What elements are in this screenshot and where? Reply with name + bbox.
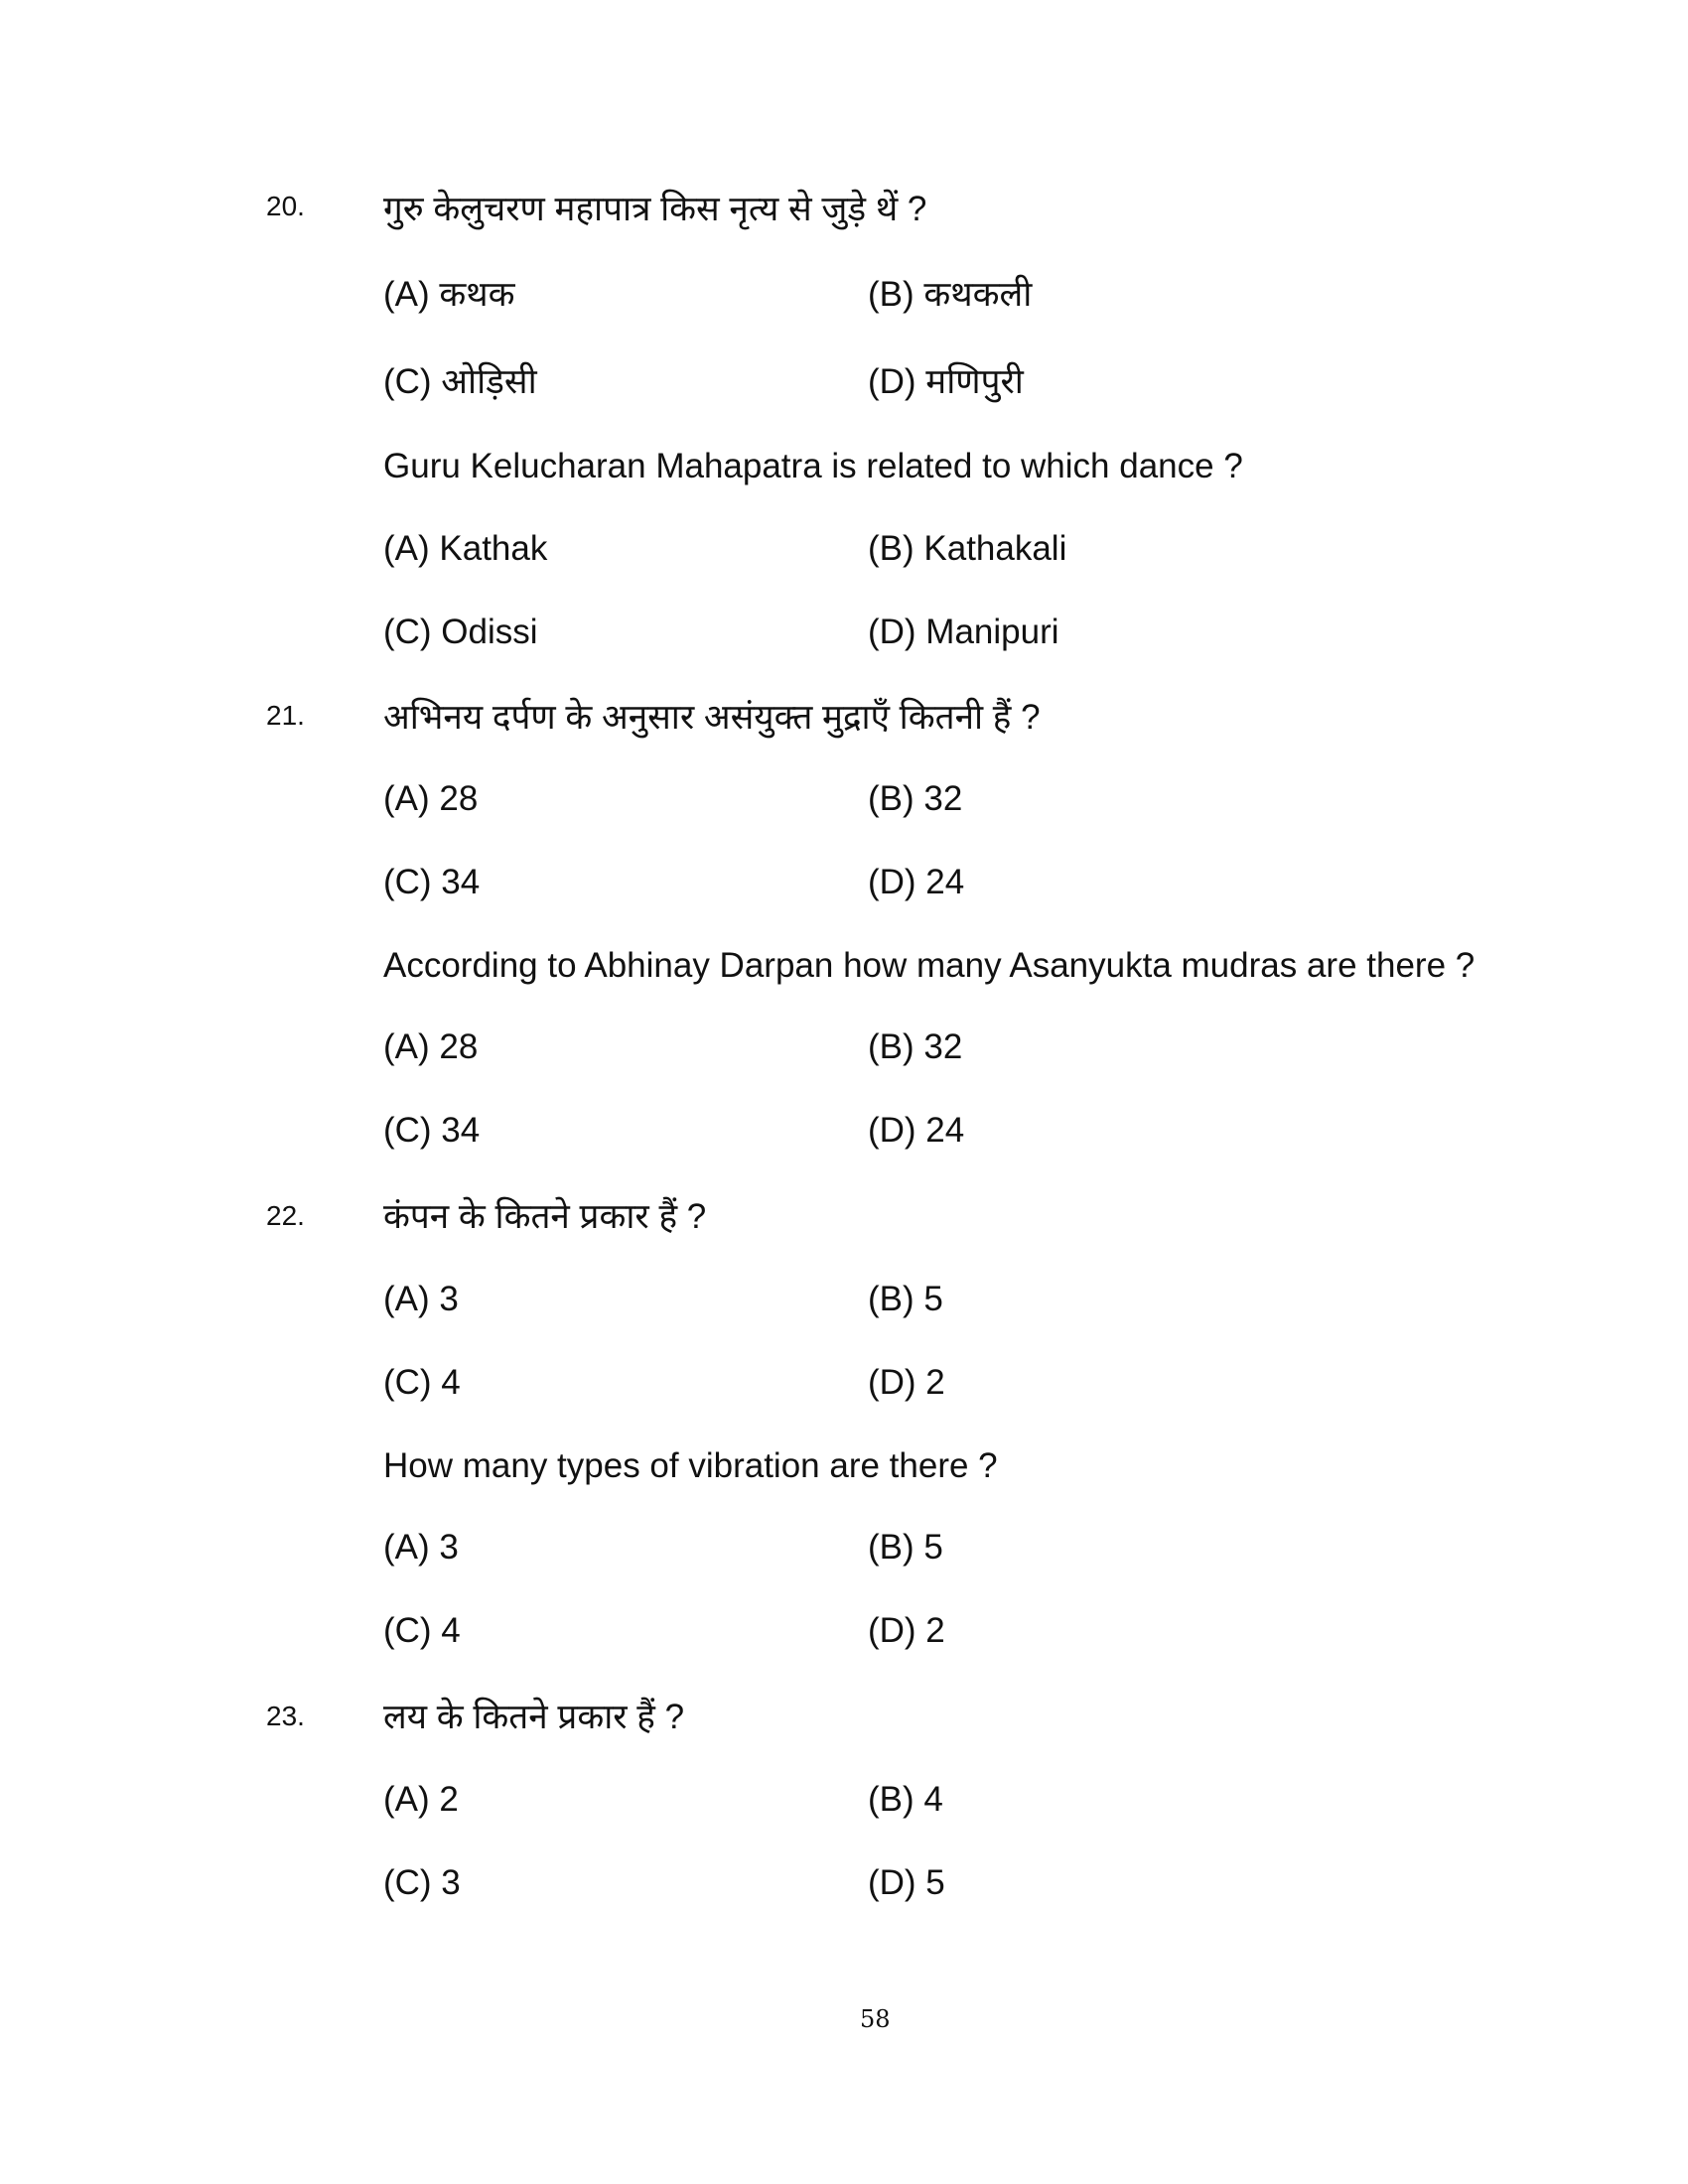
option-a-english: (A) 3 bbox=[383, 1528, 459, 1567]
question-text-hindi: अभिनय दर्पण के अनुसार असंयुक्त मुद्राएँ कितनी हैं ? bbox=[383, 698, 1041, 737]
option-a-english: (A) 28 bbox=[383, 1027, 479, 1066]
option-c-hindi: (C) ओड़िसी bbox=[383, 362, 537, 401]
option-c-hindi: (C) 4 bbox=[383, 1363, 461, 1402]
option-d-english: (D) Manipuri bbox=[868, 613, 1059, 651]
option-b-hindi: (B) कथकली bbox=[868, 275, 1033, 314]
question-text-english: How many types of vibration are there ? bbox=[383, 1446, 998, 1485]
option-b-english: (B) 5 bbox=[868, 1528, 943, 1567]
option-d-english: (D) 24 bbox=[868, 1111, 965, 1150]
option-b-english: (B) 32 bbox=[868, 1027, 963, 1066]
question-text-english: According to Abhinay Darpan how many Asanyukta mudras are there ? bbox=[383, 946, 1476, 985]
option-a-hindi: (A) 28 bbox=[383, 779, 479, 818]
option-c-hindi: (C) 34 bbox=[383, 863, 481, 901]
page-number: 58 bbox=[860, 2005, 891, 2033]
question-number: 22. bbox=[266, 1200, 305, 1231]
question-text-hindi: गुरु केलुचरण महापात्र किस नृत्य से जुड़े थें ? bbox=[383, 190, 927, 228]
question-number: 23. bbox=[266, 1701, 305, 1731]
option-a-english: (A) Kathak bbox=[383, 529, 548, 568]
option-b-english: (B) Kathakali bbox=[868, 529, 1067, 568]
option-a-hindi: (A) 2 bbox=[383, 1780, 459, 1819]
option-c-hindi: (C) 3 bbox=[383, 1863, 461, 1902]
option-b-hindi: (B) 4 bbox=[868, 1780, 943, 1819]
question-number: 21. bbox=[266, 700, 305, 731]
question-text-hindi: लय के कितने प्रकार हैं ? bbox=[383, 1698, 685, 1736]
question-text-hindi: कंपन के कितने प्रकार हैं ? bbox=[383, 1197, 707, 1236]
option-c-english: (C) Odissi bbox=[383, 613, 538, 651]
option-a-hindi: (A) 3 bbox=[383, 1280, 459, 1318]
option-c-english: (C) 4 bbox=[383, 1611, 461, 1650]
question-number: 20. bbox=[266, 191, 305, 221]
option-d-english: (D) 2 bbox=[868, 1611, 945, 1650]
option-d-hindi: (D) 5 bbox=[868, 1863, 945, 1902]
option-d-hindi: (D) मणिपुरी bbox=[868, 362, 1024, 401]
option-b-hindi: (B) 5 bbox=[868, 1280, 943, 1318]
option-b-hindi: (B) 32 bbox=[868, 779, 963, 818]
question-text-english: Guru Kelucharan Mahapatra is related to which dance ? bbox=[383, 447, 1243, 485]
option-a-hindi: (A) कथक bbox=[383, 275, 515, 314]
option-c-english: (C) 34 bbox=[383, 1111, 481, 1150]
option-d-hindi: (D) 24 bbox=[868, 863, 965, 901]
option-d-hindi: (D) 2 bbox=[868, 1363, 945, 1402]
